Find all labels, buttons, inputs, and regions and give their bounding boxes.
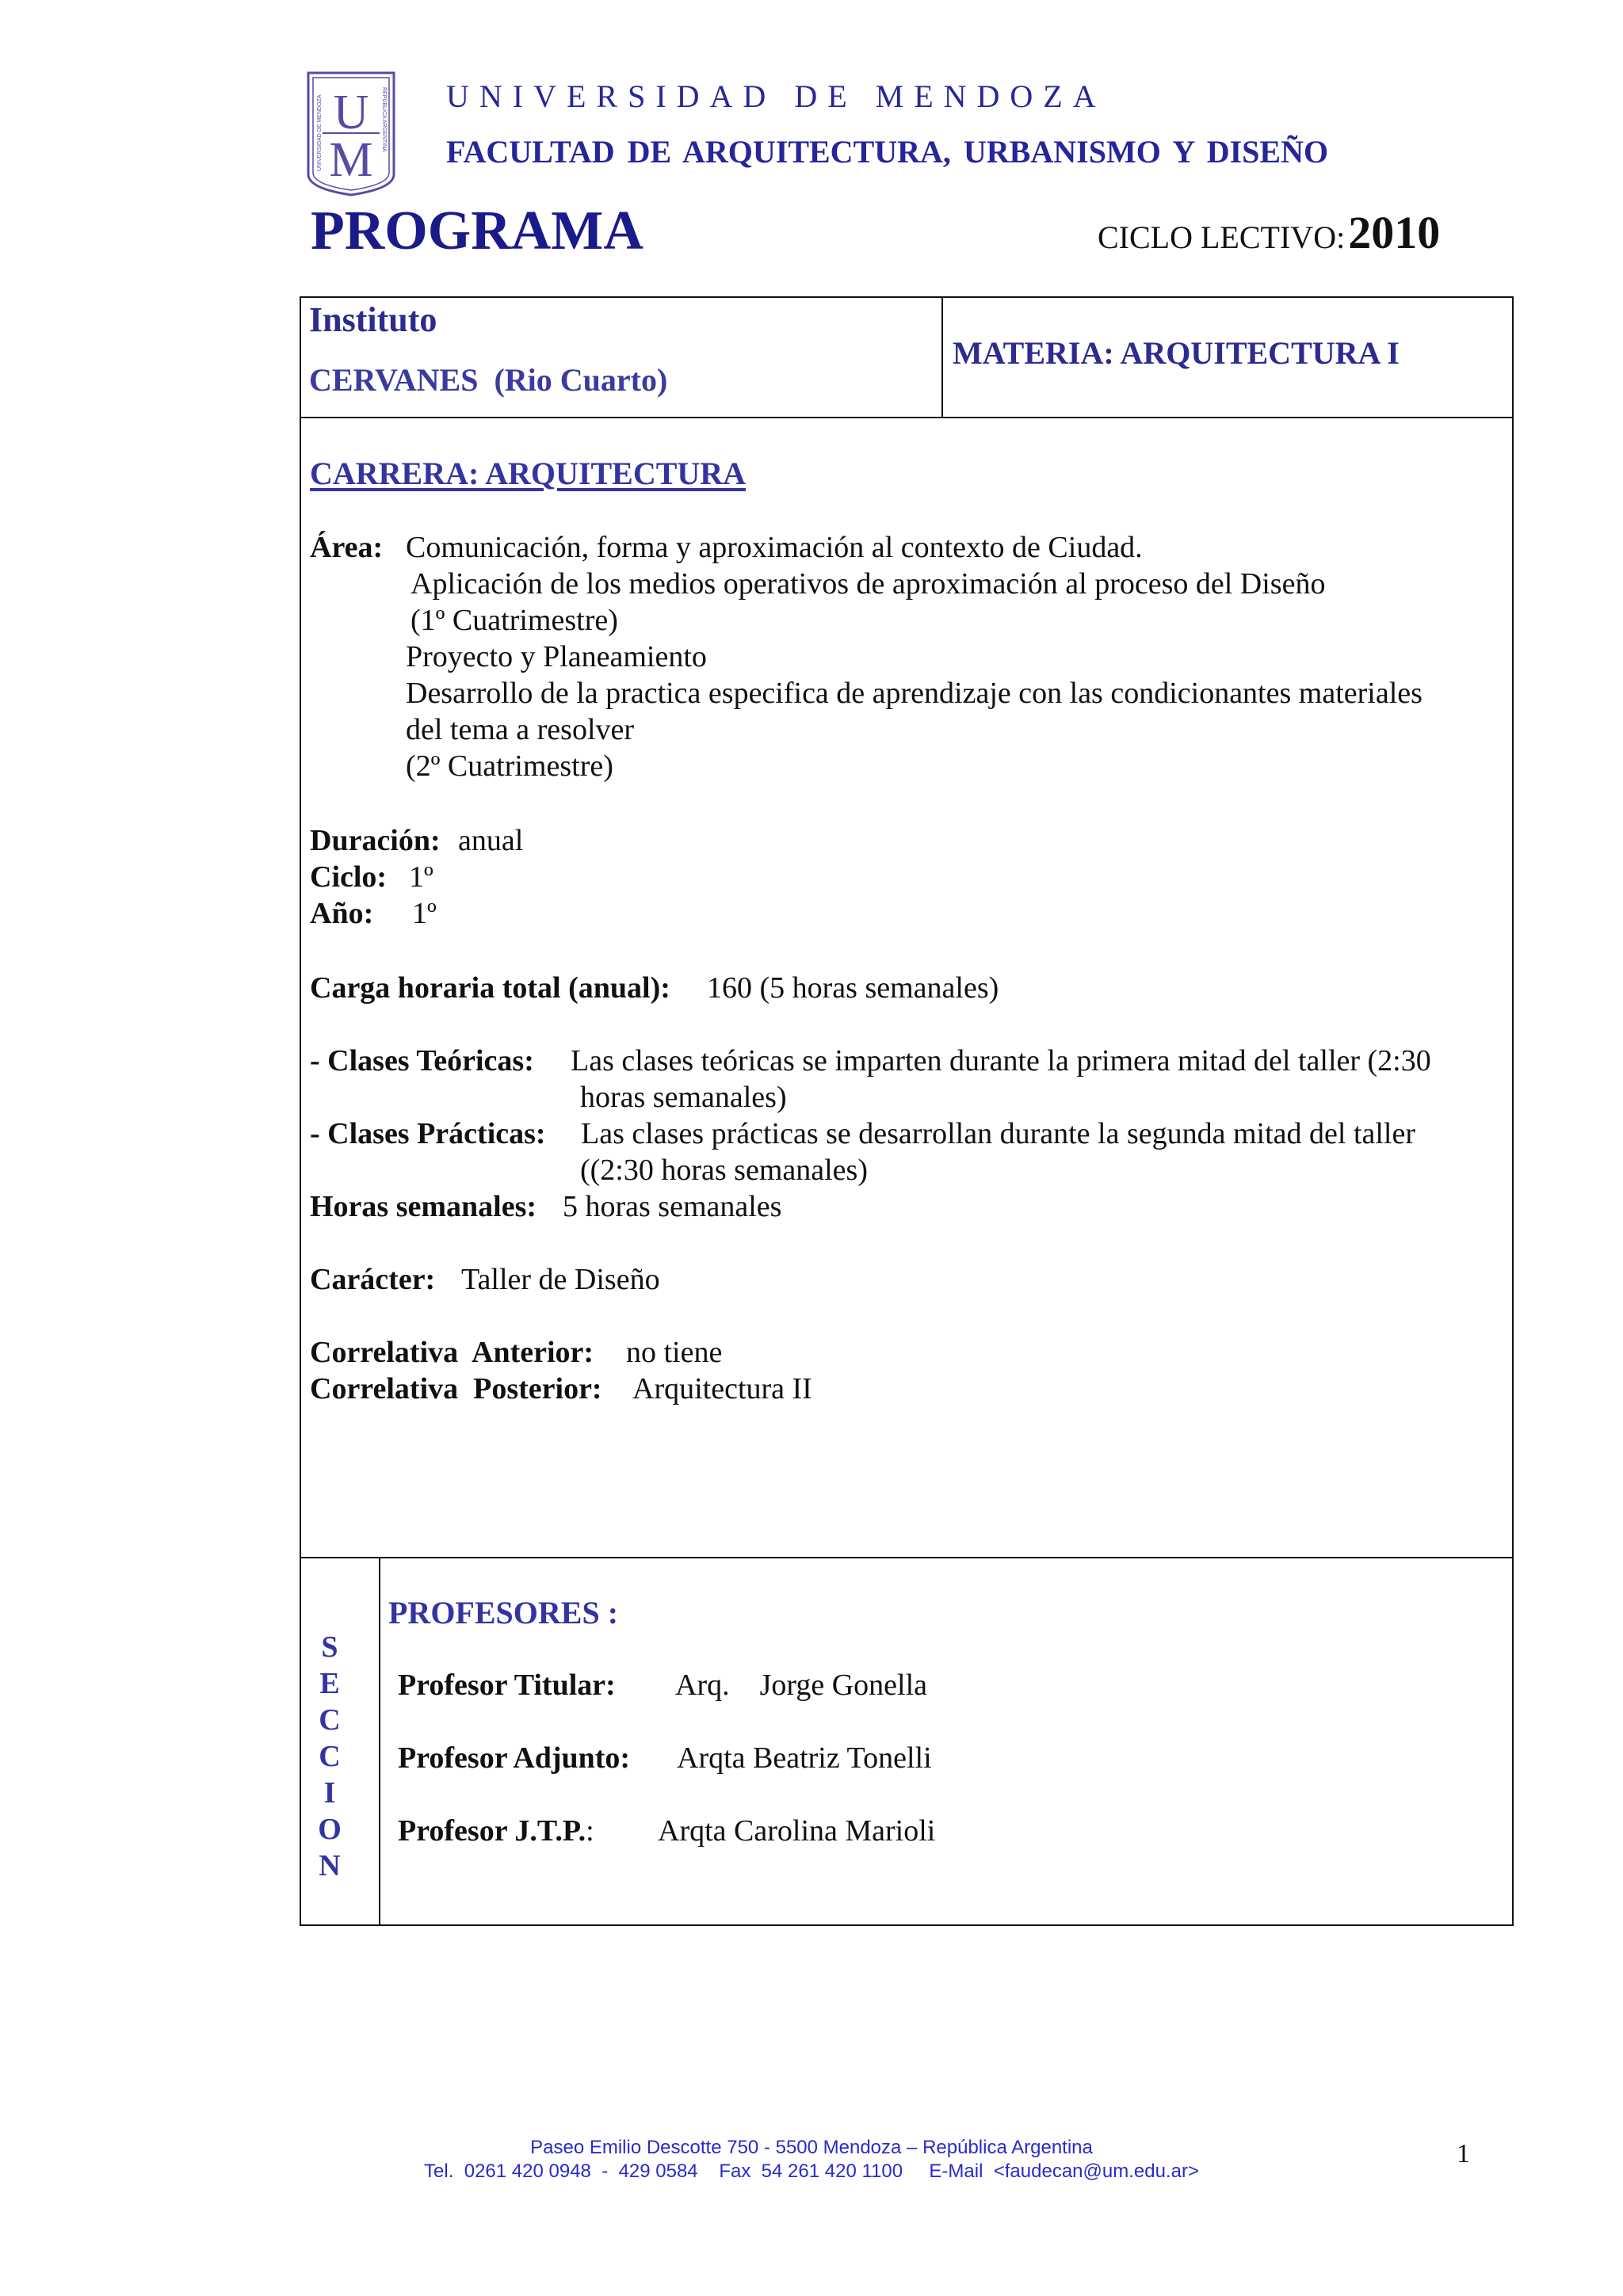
duration-value: anual	[458, 824, 524, 857]
ciclo-lectivo-label: CICLO LECTIVO:	[1098, 219, 1346, 255]
page-title: PROGRAMA	[311, 200, 643, 261]
prior-correlative-value: no tiene	[626, 1336, 723, 1369]
institute-label: Instituto	[309, 300, 437, 339]
professor-role: Profesor J.T.P.	[398, 1814, 586, 1848]
area-line: del tema a resolver	[406, 713, 635, 746]
area-line: Comunicación, forma y aproximación al contexto de Ciudad.	[406, 531, 1143, 564]
university-logo	[305, 70, 397, 196]
section-letter: C	[319, 1740, 341, 1773]
theory-classes-label: - Clases Teóricas:	[310, 1044, 534, 1077]
career-heading: CARRERA: ARQUITECTURA	[310, 456, 747, 491]
institute-value: CERVANES (Rio Cuarto)	[309, 362, 668, 398]
professor-role-suffix: :	[586, 1814, 594, 1848]
area-label: Área:	[310, 531, 384, 564]
character-value: Taller de Diseño	[461, 1263, 660, 1296]
logo-side-right: REPÚBLICA ARGENTINA	[381, 87, 387, 152]
theory-classes-text: Las clases teóricas se imparten durante la primera mitad del taller (2:30	[571, 1044, 1431, 1077]
professor-role: Profesor Titular:	[398, 1669, 616, 1702]
logo-letter-u: U	[333, 86, 369, 139]
faculty-name: FACULTAD DE ARQUITECTURA, URBANISMO Y DISEÑO	[446, 134, 1329, 170]
professor-name: Arqta Beatriz Tonelli	[677, 1741, 932, 1775]
professor-name: Arq. Jorge Gonella	[675, 1669, 928, 1702]
section-letter: I	[323, 1776, 336, 1810]
next-correlative-value: Arquitectura II	[632, 1372, 812, 1405]
year-value: 1º	[412, 897, 437, 930]
area-line: (2º Cuatrimestre)	[406, 749, 613, 783]
total-hours-label: Carga horaria total (anual):	[310, 971, 670, 1005]
university-name: UNIVERSIDAD DE MENDOZA	[446, 78, 1106, 114]
page-number: 1	[1457, 2139, 1470, 2168]
section-letter: C	[319, 1703, 341, 1737]
character-label: Carácter:	[310, 1263, 436, 1296]
prior-correlative-label: Correlativa Anterior:	[310, 1336, 594, 1369]
area-line: Aplicación de los medios operativos de aproximación al proceso del Diseño	[411, 567, 1326, 601]
ciclo-lectivo-year: 2010	[1348, 207, 1441, 258]
weekly-hours-value: 5 horas semanales	[563, 1190, 782, 1223]
professors-heading: PROFESORES :	[388, 1595, 619, 1630]
footer-contact: Tel. 0261 420 0948 - 429 0584 Fax 54 261 420 1100 E-Mail <faudecan@um.edu.ar>	[424, 2161, 1199, 2182]
subject-name: MATERIA: ARQUITECTURA I	[953, 335, 1400, 371]
ciclo-lectivo	[1098, 206, 1440, 259]
year-label: Año:	[310, 897, 374, 930]
logo-side-left: UNIVERSIDAD DE MENDOZA	[317, 94, 323, 171]
footer-address: Paseo Emilio Descotte 750 - 5500 Mendoza – República Argentina	[530, 2137, 1093, 2158]
professor-role-wrap	[398, 1813, 594, 1849]
cycle-value: 1º	[409, 860, 433, 894]
section-vertical-label	[315, 1629, 344, 1884]
professor-role: Profesor Adjunto:	[398, 1741, 631, 1775]
area-line: Proyecto y Planeamiento	[406, 640, 707, 673]
divider	[941, 296, 943, 418]
cycle-label: Ciclo:	[310, 860, 388, 894]
area-line: (1º Cuatrimestre)	[411, 604, 618, 637]
section-letter: N	[319, 1849, 341, 1882]
weekly-hours-label: Horas semanales:	[310, 1190, 537, 1223]
duration-label: Duración:	[310, 824, 441, 857]
practice-classes-label: - Clases Prácticas:	[310, 1117, 546, 1150]
next-correlative-label: Correlativa Posterior:	[310, 1372, 602, 1405]
logo-letter-m: M	[329, 133, 373, 187]
section-letter: S	[321, 1630, 338, 1664]
total-hours-value: 160 (5 horas semanales)	[707, 971, 999, 1005]
area-line: Desarrollo de la practica especifica de aprendizaje con las condicionantes materiales	[406, 677, 1423, 710]
divider	[379, 1557, 380, 1926]
theory-classes-text: horas semanales)	[580, 1081, 787, 1114]
practice-classes-text: ((2:30 horas semanales)	[580, 1154, 868, 1187]
professor-name: Arqta Carolina Marioli	[658, 1814, 936, 1848]
section-letter: E	[319, 1667, 340, 1700]
section-letter: O	[318, 1813, 342, 1846]
practice-classes-text: Las clases prácticas se desarrollan durante la segunda mitad del taller	[581, 1117, 1415, 1150]
